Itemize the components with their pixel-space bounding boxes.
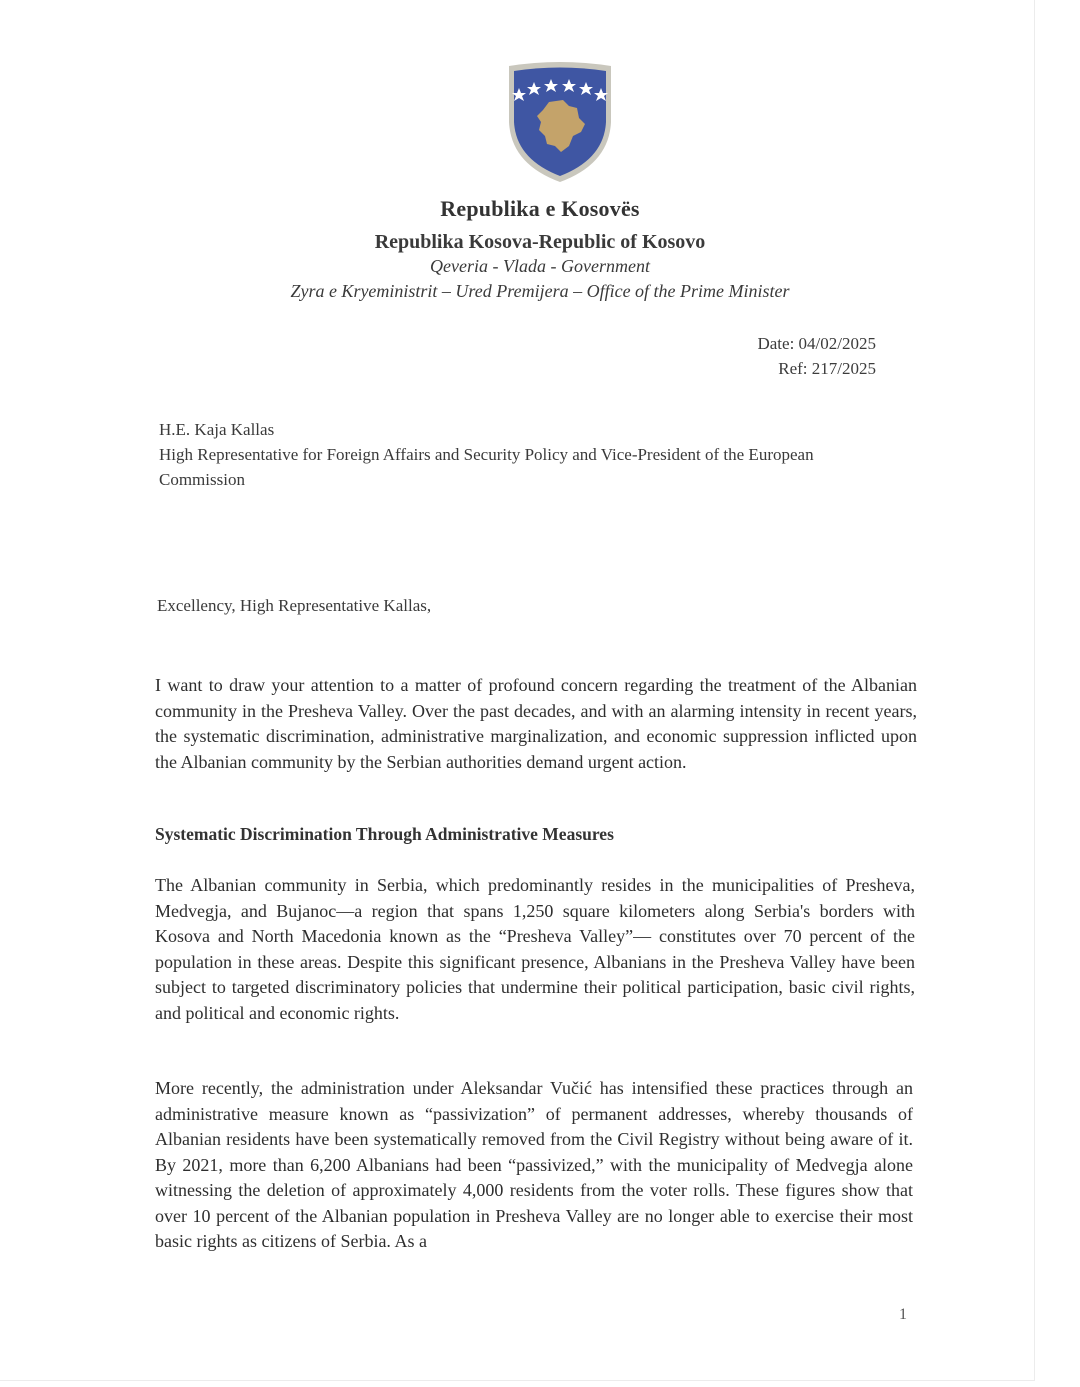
salutation: Excellency, High Representative Kallas, (157, 596, 432, 615)
letter-ref: Ref: 217/2025 (778, 359, 876, 378)
page-number: 1 (899, 1306, 907, 1323)
header-government: Qeveria - Vlada - Government (430, 256, 650, 276)
letter-meta (757, 331, 876, 381)
body-paragraph-1: I want to draw your attention to a matter of profound concern regarding the treatment of the Albanian community in the Presheva Valley. Over the past decades, and with an alarming intensity in recent years, the systematic discrimination, administrative marginalization, and economic suppression inflicted upon the Albanian community by the Serbian authorities demand urgent action. (155, 675, 917, 772)
addressee-block (159, 417, 899, 492)
header-title: Republika e Kosovës (440, 196, 640, 221)
header-office: Zyra e Kryeministrit – Ured Premijera – Office of the Prime Minister (290, 281, 790, 301)
body-paragraph-2: The Albanian community in Serbia, which predominantly resides in the municipalities of Presheva, Medvegja, and Bujanoc—a region that spans 1,250 square kilometers along Serbia's borders with Kosova and North Macedonia known as the “Presheva Valley”— constitutes over 70 percent of the population in these areas. Despite this significant presence, Albanians in the Presheva Valley have been subject to targeted discriminatory policies that undermine their political participation, basic civil rights, and political and economic rights. (155, 875, 915, 1023)
body-paragraph-3: More recently, the administration under Aleksandar Vučić has intensified these practices through an administrative measure known as “passivization” of permanent addresses, whereby thousands of Albanian residents have been systematically removed from the Civil Registry without being aware of it. By 2021, more than 6,200 Albanians had been “passivized,” with the municipality of Medvegja alone witnessing the deletion of approximately 4,000 residents from the voter rolls. These figures show that over 10 percent of the Albanian population in Presheva Valley are no longer able to exercise their most basic rights as citizens of Serbia. As a (155, 1078, 913, 1251)
kosovo-coat-of-arms-icon (503, 60, 617, 186)
letter-date: Date: 04/02/2025 (757, 334, 876, 353)
section-heading: Systematic Discrimination Through Administrative Measures (155, 824, 614, 844)
header-subtitle: Republika Kosova-Republic of Kosovo (374, 231, 706, 253)
addressee-title: High Representative for Foreign Affairs and Security Policy and Vice-President of the European Commission (159, 445, 814, 489)
addressee-name: H.E. Kaja Kallas (159, 420, 275, 439)
